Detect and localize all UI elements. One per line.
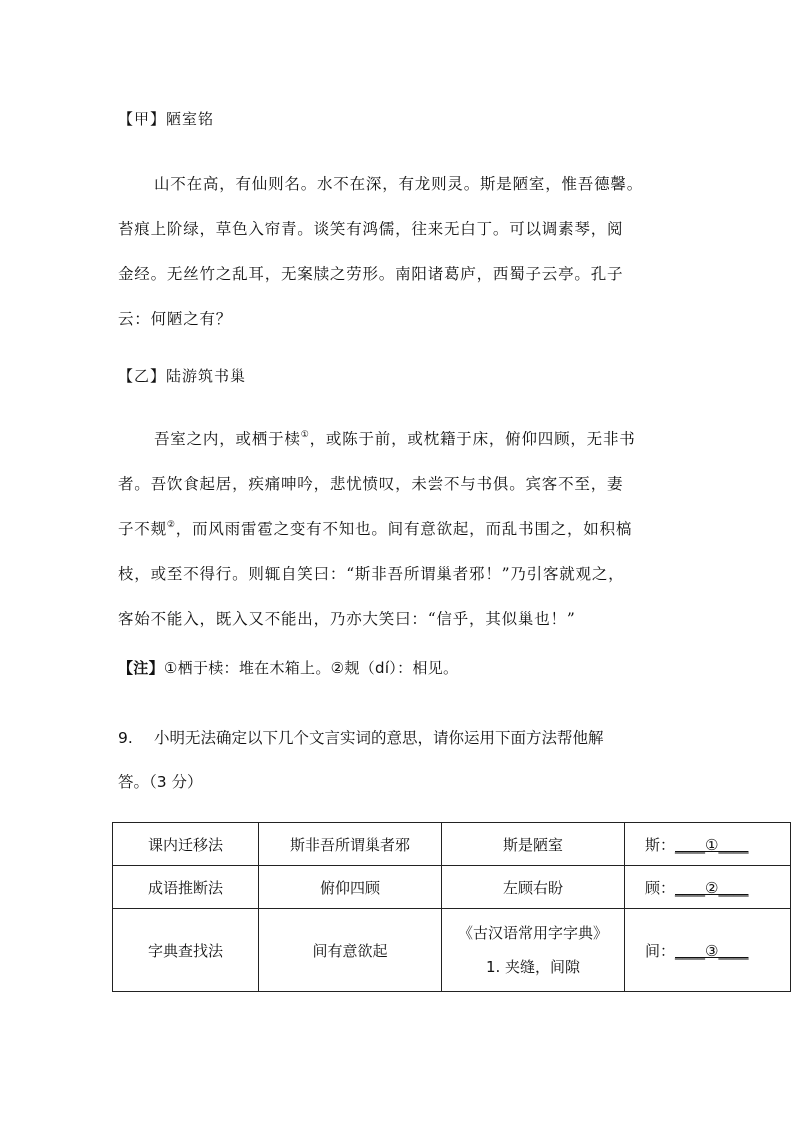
answer-label: 斯： xyxy=(645,835,676,854)
note-text: ①栖于椟：堆在木箱上。②觌（dí）：相见。 xyxy=(163,659,459,677)
question-line: 答。（3 分） xyxy=(118,773,203,791)
method-cell: 课内迁移法 xyxy=(113,823,259,866)
answer-blank[interactable]: ____②____ xyxy=(675,878,749,897)
reference-cell xyxy=(442,909,625,992)
answer-label: 间： xyxy=(645,941,676,960)
note-tag: 【注】 xyxy=(118,659,164,677)
passage-b-text: ，或陈于前，或枕籍于床，俯仰四顾，无非书 xyxy=(309,430,636,448)
example-cell: 俯仰四顾 xyxy=(259,866,442,909)
example-cell: 斯非吾所谓巢者邪 xyxy=(259,823,442,866)
method-table xyxy=(112,822,791,992)
passage-a-line: 金经。无丝竹之乱耳，无案牍之劳形。南阳诸葛庐，西蜀子云亭。孔子 xyxy=(118,265,624,283)
answer-label: 顾： xyxy=(645,878,676,897)
passage-a-line: 云：何陋之有？ xyxy=(118,310,233,328)
example-cell: 间有意欲起 xyxy=(259,909,442,992)
passage-a-line: 山不在高，有仙则名。水不在深，有龙则灵。斯是陋室，惟吾德馨。 xyxy=(154,175,644,193)
passage-b-line: 客始不能入，既入又不能出，乃亦大笑曰：“信乎，其似巢也！” xyxy=(118,610,576,628)
passage-b-text: ，而风雨雷雹之变有不知也。间有意欲起，而乱书围之，如积槁 xyxy=(175,520,633,538)
passage-b-title: 【乙】陆游筑书巢 xyxy=(118,367,247,385)
question-number: 9. xyxy=(118,729,133,747)
passage-b-line xyxy=(118,425,688,470)
answer-cell[interactable] xyxy=(625,909,791,992)
question-text: 小明无法确定以下几个文言实词的意思，请你运用下面方法帮他解 xyxy=(154,729,604,747)
passage-b-line: 枝，或至不得行。则辄自笑曰：“斯非吾所谓巢者邪！”乃引客就观之， xyxy=(118,565,625,583)
passage-b-text: 吾室之内，或栖于椟 xyxy=(154,430,301,448)
question-line xyxy=(118,727,698,771)
footnote-marker: ① xyxy=(300,430,310,440)
answer-blank[interactable]: ____①____ xyxy=(675,835,749,854)
footnote-marker: ② xyxy=(166,520,176,530)
answer-cell[interactable] xyxy=(625,823,791,866)
dictionary-title: 《古汉语常用字字典》 xyxy=(457,924,608,942)
passage-a-title: 【甲】陋室铭 xyxy=(118,110,215,128)
method-cell: 成语推断法 xyxy=(113,866,259,909)
answer-blank[interactable]: ____③____ xyxy=(675,941,749,960)
reference-cell: 斯是陋室 xyxy=(442,823,625,866)
passage-a-line: 苔痕上阶绿，草色入帘青。谈笑有鸿儒，往来无白丁。可以调素琴，阅 xyxy=(118,220,624,238)
dictionary-definition: 1. 夹缝，间隙 xyxy=(485,958,581,976)
passage-b-line: 者。吾饮食起居，疾痛呻吟，悲忧愤叹，未尝不与书俱。宾客不至，妻 xyxy=(118,475,624,493)
passage-a-body xyxy=(118,170,688,350)
passage-b-text: 子不觌 xyxy=(118,520,167,538)
table-row xyxy=(113,823,791,866)
answer-cell[interactable] xyxy=(625,866,791,909)
method-cell: 字典查找法 xyxy=(113,909,259,992)
annotation-note xyxy=(118,657,458,678)
passage-b-line xyxy=(118,515,688,560)
table-row xyxy=(113,909,791,992)
passage-b-body xyxy=(118,425,688,650)
reference-cell: 左顾右盼 xyxy=(442,866,625,909)
question-9 xyxy=(118,727,698,815)
table-row xyxy=(113,866,791,909)
